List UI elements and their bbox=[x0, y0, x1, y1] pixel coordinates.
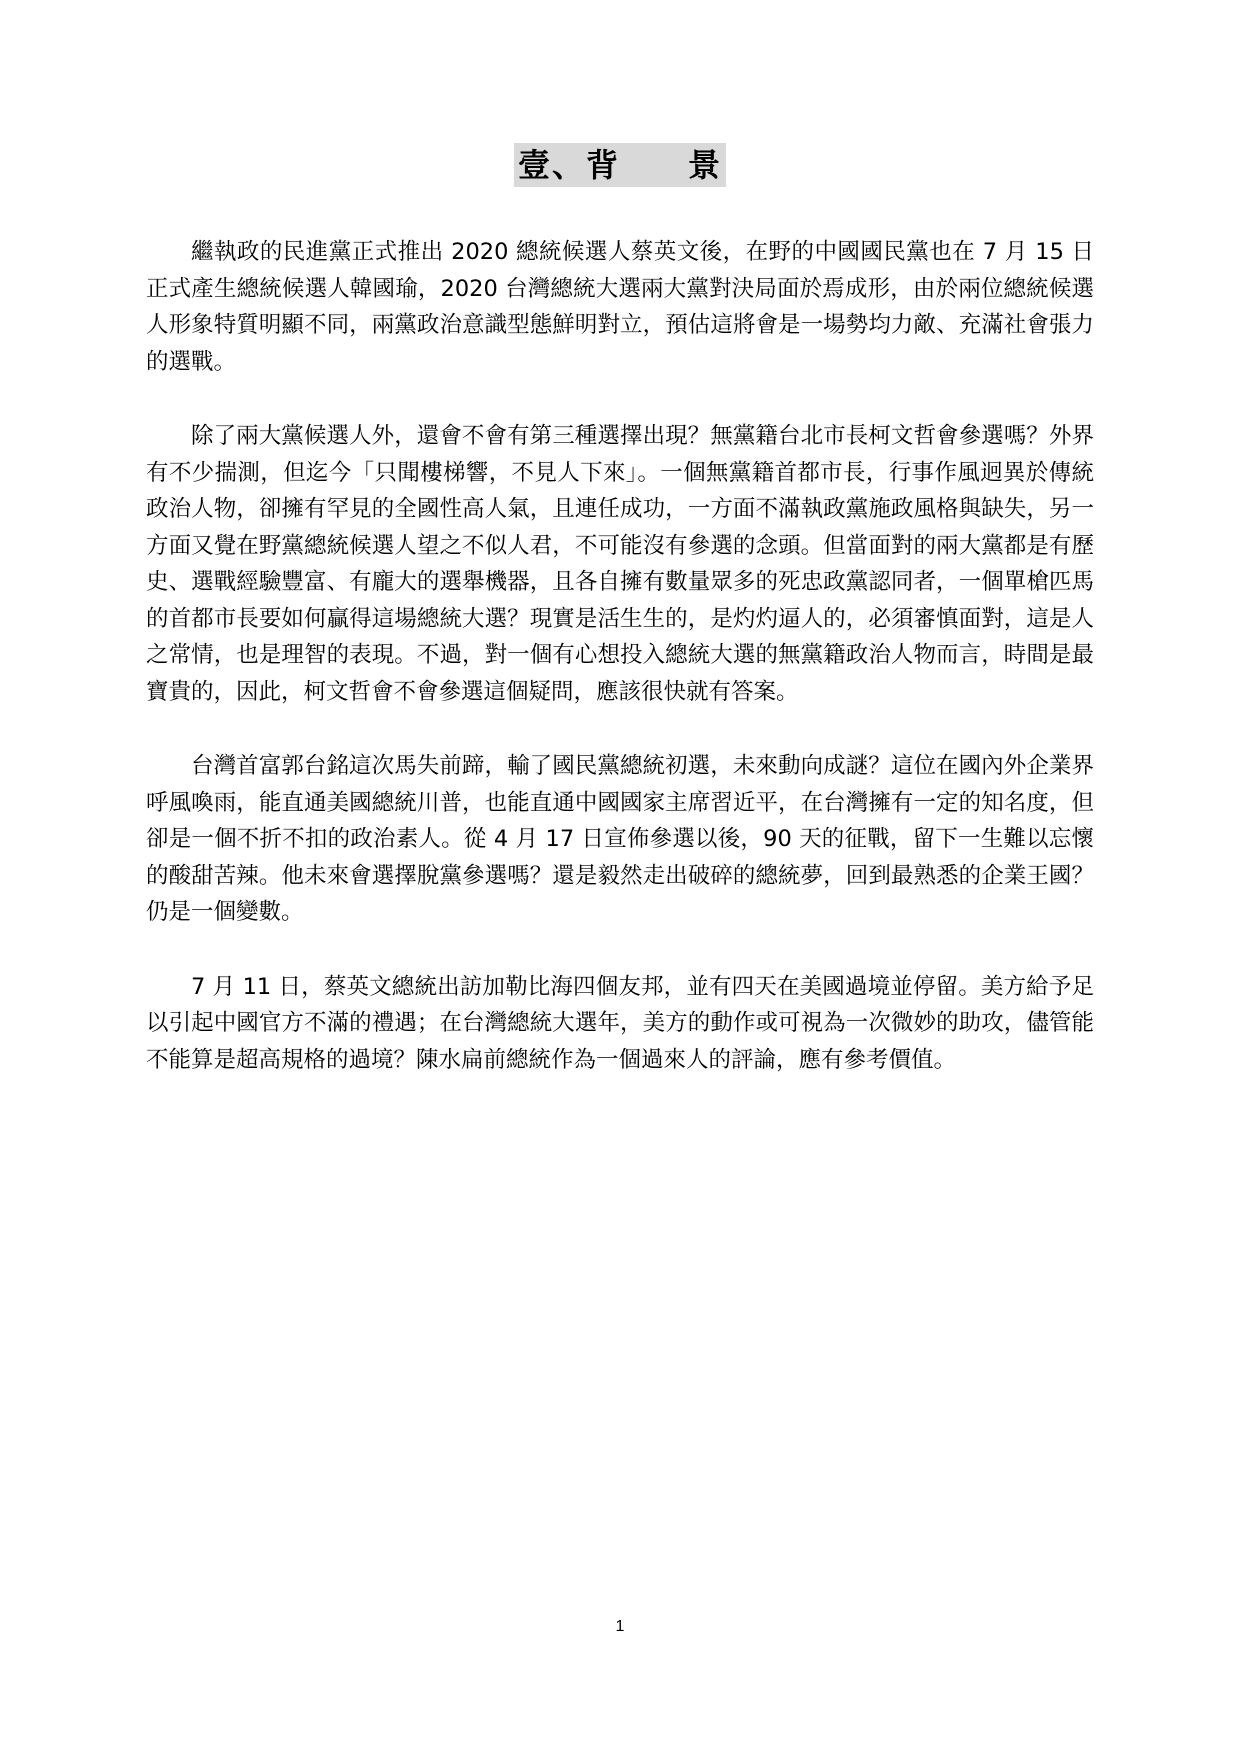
section-heading: 壹、背 景 bbox=[514, 143, 726, 187]
page-number: 1 bbox=[615, 1618, 625, 1635]
body-text bbox=[146, 234, 1094, 1116]
paragraph: 台灣首富郭台銘這次馬失前蹄，輸了國民黨總統初選，未來動向成謎？這位在國內外企業界呼風喚雨，能直通美國總統川普，也能直通中國國家主席習近平，在台灣擁有一定的知名度，但卻是一個不折不扣的政治素人。從 4 月 17 日宣佈參選以後，90 天的征戰，留下一生難以忘懷的酸甜苦辣。他未來會選擇脫黨參選嗎？還是毅然走出破碎的總統夢，回到最熟悉的企業王國？仍是一個變數。 bbox=[146, 753, 1094, 925]
paragraph: 7 月 11 日，蔡英文總統出訪加勒比海四個友邦，並有四天在美國過境並停留。美方給予足以引起中國官方不滿的禮遇；在台灣總統大選年，美方的動作或可視為一次微妙的助攻，儘管能不能算是超高規格的過境？陳水扁前總統作為一個過來人的評論，應有參考價值。 bbox=[146, 973, 1094, 1073]
heading-container bbox=[0, 143, 1240, 187]
paragraph: 繼執政的民進黨正式推出 2020 總統候選人蔡英文後，在野的中國國民黨也在 7 月 15 日正式產生總統候選人韓國瑜，2020 台灣總統大選兩大黨對決局面於焉成形，由於兩位總統候選人形象特質明顯不同，兩黨政治意識型態鮮明對立，預估這將會是一場勢均力敵、充滿社會張力的選戰。 bbox=[146, 239, 1094, 375]
paragraph: 除了兩大黨候選人外，還會不會有第三種選擇出現？無黨籍台北市長柯文哲會參選嗎？外界有不少揣測，但迄今「只聞樓梯響，不見人下來」。一個無黨籍首都市長，行事作風迥異於傳統政治人物，卻擁有罕見的全國性高人氣，且連任成功，一方面不滿執政黨施政風格與缺失，另一方面又覺在野黨總統候選人望之不似人君，不可能沒有參選的念頭。但當面對的兩大黨都是有歷史、選戰經驗豐富、有龐大的選舉機器，且各自擁有數量眾多的死忠政黨認同者，一個單槍匹馬的首都市長要如何贏得這場總統大選？現實是活生生的，是灼灼逼人的，必須審慎面對，這是人之常情，也是理智的表現。不過，對一個有心想投入總統大選的無黨籍政治人物而言，時間是最寶貴的，因此，柯文哲會不會參選這個疑問，應該很快就有答案。 bbox=[146, 423, 1094, 705]
